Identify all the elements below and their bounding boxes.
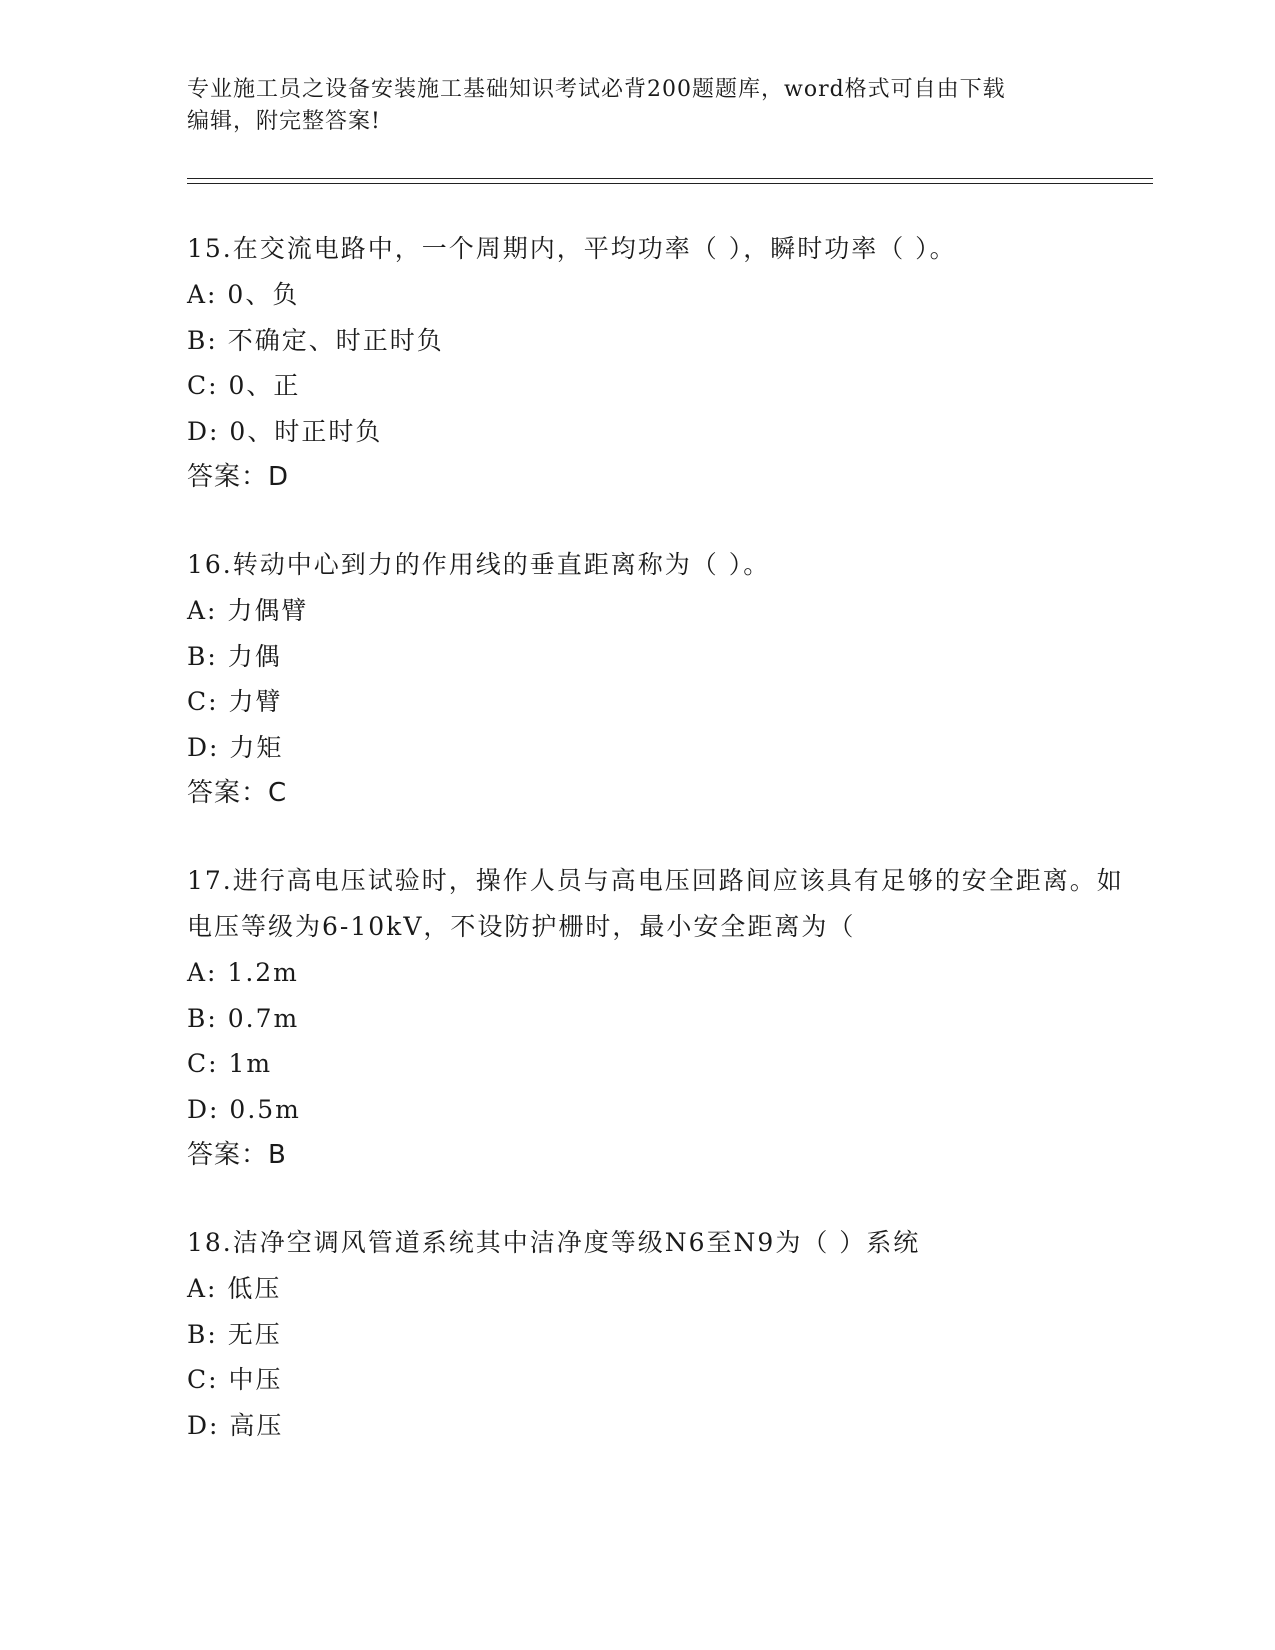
option-d: D: 力矩 [187, 732, 284, 762]
option-b: B: 0.7m [187, 1003, 300, 1033]
option-d: D: 0.5m [187, 1094, 301, 1124]
header-title-line-1: 专业施工员之设备安装施工基础知识考试必背200题题库，word格式可自由下载 [187, 77, 1006, 102]
option-a: A: 低压 [187, 1274, 282, 1303]
question-stem: 16.转动中心到力的作用线的垂直距离称为（ ）。 [187, 550, 771, 579]
question-stem: 18.洁净空调风管道系统其中洁净度等级N6至N9为（ ）系统 [187, 1228, 921, 1257]
question-stem: 15.在交流电路中，一个周期内，平均功率（ ），瞬时功率（ ）。 [187, 234, 957, 263]
option-d: D: 高压 [187, 1410, 284, 1440]
question-17 [187, 858, 1147, 1178]
answer-label: 答案：B [187, 1140, 287, 1170]
option-a: A: 1.2m [187, 958, 299, 987]
question-list [187, 226, 1147, 1490]
option-d: D: 0、时正时负 [187, 416, 383, 446]
option-c: C: 1m [187, 1049, 273, 1078]
header-divider-top [187, 178, 1153, 179]
answer-label: 答案：C [187, 778, 288, 808]
question-stem: 17.进行高电压试验时，操作人员与高电压回路间应该具有足够的安全距离。如电压等级为6-10kV，不设防护栅时，最小安全距离为（ [187, 866, 1124, 941]
question-18 [187, 1220, 1147, 1448]
option-b: B: 力偶 [187, 641, 282, 671]
option-a: A: 力偶臂 [187, 596, 309, 625]
option-b: B: 无压 [187, 1319, 282, 1349]
option-c: C: 0、正 [187, 371, 301, 400]
option-c: C: 中压 [187, 1365, 283, 1394]
answer-label: 答案：D [187, 462, 290, 492]
question-15 [187, 226, 1147, 500]
option-b: B: 不确定、时正时负 [187, 325, 444, 355]
option-c: C: 力臂 [187, 687, 283, 716]
question-16 [187, 542, 1147, 816]
header-title-line-2: 编辑，附完整答案! [187, 109, 381, 134]
document-header [187, 74, 1087, 138]
header-divider-bottom [187, 183, 1153, 184]
option-a: A: 0、负 [187, 280, 300, 309]
